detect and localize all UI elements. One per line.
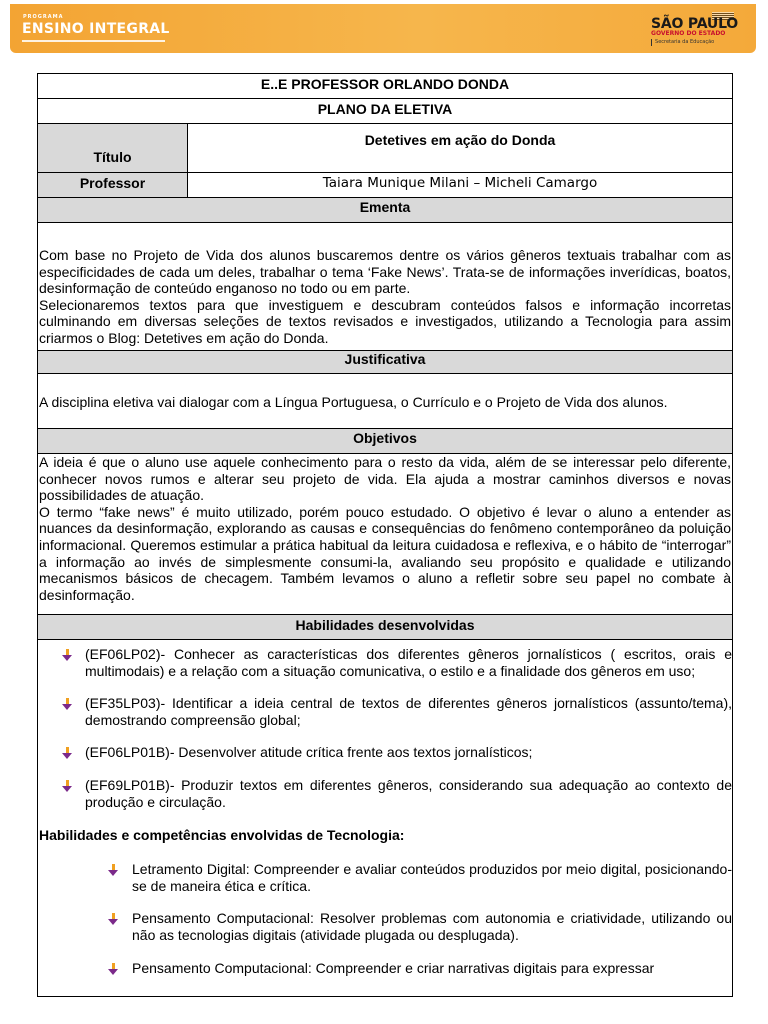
professor-label: Professor [38, 173, 188, 197]
plan-title: PLANO DA ELETIVA [38, 99, 732, 124]
arrow-bullet-icon [62, 747, 73, 759]
header-banner [10, 4, 756, 53]
justificativa-section [38, 374, 732, 429]
arrow-bullet-icon [62, 780, 73, 792]
tecnologia-text: Pensamento Computacional: Compreender e criar narrativas digitais para expressar [132, 959, 655, 976]
objetivos-paragraph-1: A ideia é que o aluno use aquele conhecimento para o resto da vida, além de se interessar pelo diferente, conhecer novos rumos e alterar seu projeto de vida. Ela ajuda a mostrar caminhos diversos e novas possibilidades de atuação. [39, 454, 731, 504]
arrow-bullet-icon [62, 649, 73, 661]
justificativa-paragraph: A disciplina eletiva vai dialogar com a Língua Portuguesa, o Currículo e o Projeto de Vida dos alunos. [39, 394, 668, 410]
habilidade-text: (EF69LP01B)- Produzir textos em diferentes gêneros, considerando sua adequação ao contexto de produção e circulação. [85, 776, 732, 810]
title-row [38, 124, 732, 173]
habilidade-text: (EF35LP03)- Identificar a ideia central de textos de diferentes gêneros jornalísticos (assunto/tema), demostrando compreensão global; [85, 695, 732, 728]
arrow-bullet-icon [108, 913, 119, 925]
school-name: E..E PROFESSOR ORLANDO DONDA [38, 74, 732, 99]
list-item [38, 695, 732, 728]
habilidades-section [38, 640, 732, 976]
list-item [38, 910, 732, 943]
government-logo [651, 18, 738, 46]
secretariat-label: Secretaria da Educação [651, 39, 738, 46]
tecnologia-text: Letramento Digital: Compreender e avaliar conteúdos produzidos por meio digital, posicionando-se de maneira ética e crítica. [132, 861, 732, 894]
arrow-bullet-icon [62, 698, 73, 710]
tecnologia-text: Pensamento Computacional: Resolver problemas com autonomia e criatividade, utilizando ou não as tecnologias digitais (atividade plugada ou desplugada). [132, 910, 732, 943]
objetivos-section [38, 454, 732, 615]
program-name: ENSINO INTEGRAL [22, 21, 170, 37]
program-small-label: PROGRAMA [23, 14, 64, 20]
professor-row [38, 173, 732, 198]
state-name: SÃO PAULO [651, 16, 738, 32]
ementa-paragraph-2: Selecionaremos textos para que investiguem e descubram conteúdos falsos e informação incorretas culminando em diversas seleções de textos revisados e investigados, utilizando a Tecnologia para assim criarmos o Blog: Detetives em ação do Donda. [39, 296, 731, 346]
tecnologia-heading: Habilidades e competências envolvidas de Tecnologia: [39, 827, 405, 844]
objetivos-paragraph-2: O termo “fake news” é muito utilizado, porém pouco estudado. O objetivo é levar o aluno a entender as nuances da desinformação, explorando as causas e consequências do fenômeno contemporâneo da poluição informacional. Queremos estimular a prática habitual da leitura cuidadosa e reflexiva, e o hábito de “interrogar” a informação ao invés de simplesmente consumi-la, avaliando seu propósito e qualidade e utilizando mecanismos básicos de checagem. Também levamos o aluno a refletir sobre seu papel no combate à desinformação. [39, 503, 731, 603]
list-item [38, 744, 732, 761]
tecnologia-list [38, 861, 732, 976]
ementa-section [38, 223, 732, 351]
habilidade-text: (EF06LP01B)- Desenvolver atitude crítica frente aos textos jornalísticos; [85, 744, 533, 761]
list-item [38, 960, 732, 977]
list-item [38, 861, 732, 894]
ementa-heading: Ementa [38, 198, 732, 223]
arrow-bullet-icon [108, 963, 119, 975]
government-label: GOVERNO DO ESTADO [651, 30, 726, 37]
justificativa-heading: Justificativa [38, 351, 732, 374]
list-item [38, 777, 732, 810]
elective-plan-table [37, 73, 733, 997]
logo-underline [22, 40, 165, 42]
objetivos-heading: Objetivos [38, 429, 732, 454]
program-logo [22, 14, 170, 42]
professor-value: Taiara Munique Milani – Micheli Camargo [322, 175, 598, 191]
habilidades-list [38, 646, 732, 810]
arrow-bullet-icon [108, 864, 119, 876]
list-item [38, 646, 732, 679]
title-value: Detetives em ação do Donda [364, 132, 556, 148]
title-label: Título [38, 124, 188, 172]
habilidades-heading: Habilidades desenvolvidas [38, 615, 732, 640]
ementa-paragraph-1: Com base no Projeto de Vida dos alunos buscaremos dentre os vários gêneros textuais trabalhar com as especificidades de cada um deles, trabalhar o tema ‘Fake News’. Trata-se de informações inverídicas, boatos, desinformação de conteúdo enganoso no todo ou em parte. [39, 247, 731, 297]
habilidade-text: (EF06LP02)- Conhecer as características dos diferentes gêneros jornalísticos ( escritos, orais e multimodais) e a relação com a situação comunicativa, o estilo e a finalidade dos gêneros em uso; [85, 646, 732, 679]
